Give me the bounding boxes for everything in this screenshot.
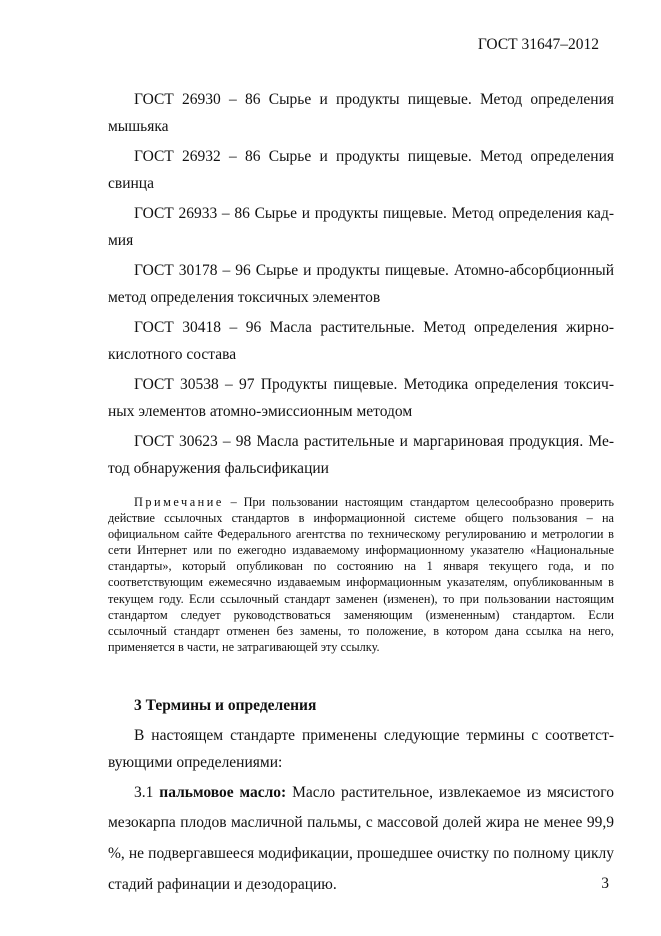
- reference-continuation: свинца: [108, 174, 154, 192]
- reference-item: [108, 372, 614, 425]
- reference-continuation: ных элементов атомно-эмиссионным методом: [108, 402, 413, 420]
- section-title: 3 Термины и определения: [134, 696, 317, 714]
- definition-continuation: мезокарпа плодов масличной пальмы, с массовой долей жира не менее 99,9 %, не подвергавшееся модификации, прошедшее очистку по полному циклу стадий рафинации и дезодорацию.: [108, 813, 614, 893]
- reference-item: [108, 87, 614, 140]
- section-intro-first-line: В настоящем стандарте применены следующие термины с соответст-: [134, 727, 614, 745]
- definition-start: Масло растительное, извлекаемое из мясистого: [286, 784, 614, 802]
- reference-first-line: ГОСТ 26930 – 86 Сырье и продукты пищевые. Метод определения: [134, 91, 614, 108]
- reference-first-line: ГОСТ 30418 – 96 Масла растительные. Метод определения жирно-: [134, 319, 614, 336]
- section-intro: [108, 723, 614, 776]
- term-number: 3.1: [134, 784, 160, 802]
- term-first-line: [108, 780, 614, 807]
- reference-item: [108, 144, 614, 197]
- section-intro-continuation: вующими определениями:: [108, 753, 283, 771]
- reference-first-line: ГОСТ 26932 – 86 Сырье и продукты пищевые. Метод определения: [134, 148, 614, 165]
- reference-first-line: ГОСТ 30178 – 96 Сырье и продукты пищевые. Атомно-абсорбционный: [134, 262, 614, 279]
- note-block: [108, 494, 614, 655]
- reference-continuation: мия: [108, 231, 134, 249]
- term-name: пальмовое масло:: [159, 784, 287, 802]
- note-label: Примечание: [134, 495, 224, 509]
- term-definition: [108, 780, 614, 900]
- reference-continuation: кислотного состава: [108, 345, 237, 363]
- reference-item: [108, 429, 614, 482]
- reference-first-line: ГОСТ 30623 – 98 Масла растительные и маргариновая продукция. Ме-: [134, 433, 614, 450]
- document-header: ГОСТ 31647–2012: [477, 36, 599, 53]
- reference-item: [108, 315, 614, 368]
- reference-continuation: мышьяка: [108, 117, 169, 135]
- reference-first-line: ГОСТ 30538 – 97 Продукты пищевые. Методика определения токсич-: [134, 376, 614, 393]
- reference-first-line: ГОСТ 26933 – 86 Сырье и продукты пищевые. Метод определения кад-: [134, 205, 614, 222]
- reference-continuation: метод определения токсичных элементов: [108, 288, 381, 306]
- reference-continuation: тод обнаружения фальсификации: [108, 459, 329, 477]
- document-body: [108, 87, 614, 900]
- reference-item: [108, 201, 614, 254]
- reference-item: [108, 258, 614, 311]
- page-number: 3: [601, 875, 609, 892]
- note-text: – При пользовании настоящим стандартом целесообразно проверить действие ссылочных стандартов в информационной системе общего пользования – на официальном сайте Федерального агентства по техническому регулированию и метрологии в сети Интернет или по ежегодно издаваемому информационному указателю «Национальные стандарты», который опубликован по состоянию на 1 января текущего года, и по соответствующим ежемесячно издаваемым информационным указателям, опубликованным в текущем году. Если ссылочный стандарт заменен (изменен), то при пользовании настоящим стандартом следует руководствоваться заменяющим (измененным) стандартом. Если ссылочный стандарт отменен без замены, то положение, в котором дана ссылка на него, применяется в части, не затрагивающей эту ссылку.: [108, 495, 614, 654]
